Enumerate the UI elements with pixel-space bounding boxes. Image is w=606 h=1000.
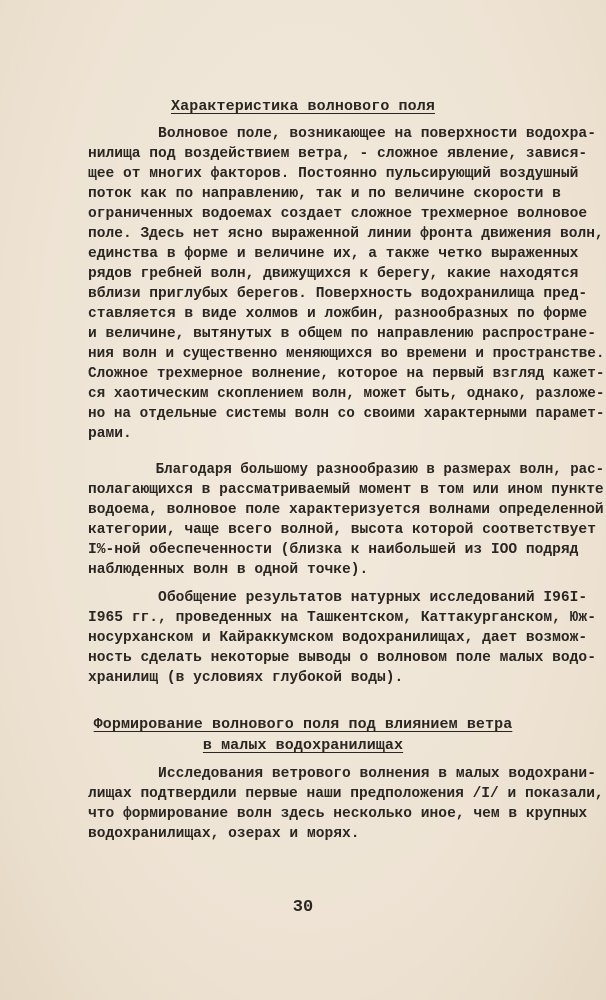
text-line: водоема, волновое поле характеризуется волнами определенной — [88, 502, 604, 518]
paragraph-2 — [88, 460, 604, 580]
text-line: вблизи приглубых берегов. Поверхность водохранилища пред- — [88, 286, 588, 302]
paragraph-4 — [88, 764, 604, 844]
text-line: Волновое поле, возникающее на поверхности водохра- — [88, 126, 596, 142]
text-line: рами. — [88, 426, 132, 442]
text-line: рядов гребней волн, движущихся к берегу, какие находятся — [88, 266, 579, 282]
section-heading-formation-line1: Формирование волнового поля под влиянием ветра — [93, 716, 513, 733]
text-line: щее от многих факторов. Постоянно пульсирующий воздушный — [88, 166, 579, 182]
text-line: Благодаря большому разнообразию в размерах волн, рас- — [88, 462, 605, 478]
text-line: наблюденных волн в одной точке). — [88, 562, 369, 578]
text-line: поток как по направлению, так и по величине скорости в — [88, 186, 561, 202]
text-line: носурханском и Кайраккумском водохранилищах, дает возмож- — [88, 630, 588, 646]
text-line: категории, чаще всего волной, высота которой соответствует — [88, 522, 596, 538]
section-heading-formation-line2: в малых водохранилищах — [202, 737, 404, 754]
text-line: но на отдельные системы волн со своими характерными парамет- — [88, 406, 605, 422]
text-line: лищах подтвердили первые наши предположения /I/ и показали, — [88, 786, 604, 802]
text-line: водохранилищах, озерах и морях. — [88, 826, 360, 842]
text-line: ния волн и существенно меняющихся во времени и пространстве. — [88, 346, 605, 362]
text-line: ся хаотическим скоплением волн, может быть, однако, разложе- — [88, 386, 605, 402]
page-number: 30 — [292, 898, 314, 917]
text-line: полагающихся в рассматриваемый момент в том или ином пункте — [88, 482, 604, 498]
text-line: поле. Здесь нет ясно выраженной линии фронта движения волн, — [88, 226, 604, 242]
text-line: Сложное трехмерное волнение, которое на первый взгляд кажет- — [88, 366, 605, 382]
text-line: ограниченных водоемах создает сложное трехмерное волновое — [88, 206, 588, 222]
text-line: что формирование волн здесь несколько иное, чем в крупных — [88, 806, 588, 822]
text-line: нилища под воздействием ветра, - сложное явление, завися- — [88, 146, 588, 162]
paragraph-1 — [88, 124, 604, 444]
text-line: и величине, вытянутых в общем по направлению распростране- — [88, 326, 596, 342]
text-line: единства в форме и величине их, а также четко выраженных — [88, 246, 579, 262]
text-line: ность сделать некоторые выводы о волновом поле малых водо- — [88, 650, 596, 666]
text-line: I965 гг., проведенных на Ташкентском, Каттакурганском, Юж- — [88, 610, 596, 626]
section-heading-wave-field: Характеристика волнового поля — [171, 98, 435, 115]
text-line: ставляется в виде холмов и ложбин, разнообразных по форме — [88, 306, 588, 322]
text-line: хранилищ (в условиях глубокой воды). — [88, 670, 404, 686]
text-line: I%-ной обеспеченности (близка к наибольшей из IOO подряд — [88, 542, 579, 558]
text-line: Обобщение результатов натурных исследований I96I- — [88, 590, 588, 606]
text-line: Исследования ветрового волнения в малых водохрани- — [88, 766, 596, 782]
paragraph-3 — [88, 588, 604, 688]
